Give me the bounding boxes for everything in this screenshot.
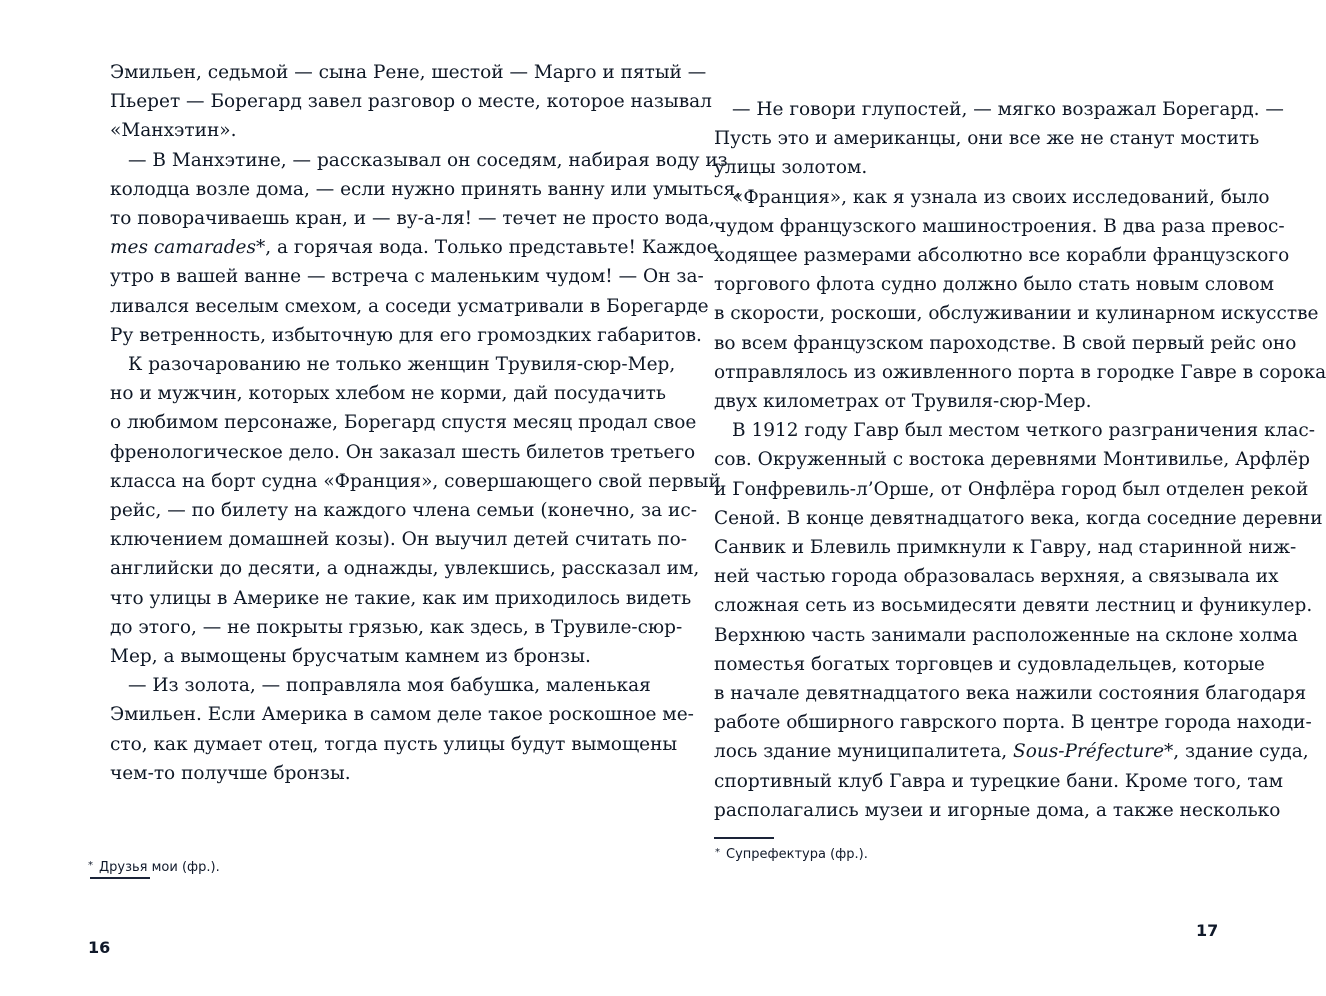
text-line: Пусть это и американцы, они все же не станут мостить — [714, 128, 1260, 150]
footnote-mark: * — [715, 847, 720, 858]
text-line: и Гонфревиль-л’Орше, от Онфлёра город был отделен рекой — [714, 478, 1309, 500]
text-line: спортивный клуб Гавра и турецкие бани. Кроме того, там — [714, 770, 1284, 792]
text-line: «Франция», как я узнала из своих исследований, было — [732, 186, 1270, 208]
footnote-text: Супрефектура (фр.). — [726, 847, 868, 862]
text-line: «Манхэтин». — [110, 120, 237, 142]
italic-foreign-term: Sous-Préfecture* — [1013, 741, 1174, 763]
text-line: колодца возле дома, — если нужно принять ванну или умыться, — [110, 178, 742, 200]
text-line: Пьерет — Борегард завел разговор о месте, которое называл — [110, 91, 712, 113]
text-line: Санвик и Блевиль примкнули к Гавру, над старинной ниж- — [714, 537, 1297, 559]
text-line: то поворачиваешь кран, и — ву-а-ля! — течет не просто вода, — [110, 208, 715, 230]
text-line: — Из золота, — поправляла моя бабушка, маленькая — [128, 675, 651, 697]
text-line: о любимом персонаже, Борегард спустя месяц продал свое — [110, 412, 697, 434]
text-line: ней частью города образовалась верхняя, а связывала их — [714, 566, 1279, 588]
text-line: во всем французском пароходстве. В свой первый рейс оно — [714, 332, 1297, 354]
text-line: что улицы в Америке не такие, как им приходилось видеть — [110, 587, 692, 609]
text-line: — В Манхэтине, — рассказывал он соседям, набирая воду из — [128, 149, 728, 171]
text-line: чудом французского машиностроения. В два раза превос- — [714, 215, 1285, 237]
footnote-rule — [714, 837, 774, 839]
text-line: ходящее размерами абсолютно все корабли французского — [714, 245, 1290, 267]
text-segment: , а горячая вода. Только представьте! Каждое — [265, 237, 718, 259]
footnote-text: Друзья мои (фр.). — [99, 860, 220, 875]
text-line: чем-то получше бронзы. — [110, 762, 351, 784]
text-line: ливался веселым смехом, а соседи усматривали в Борегарде — [110, 295, 709, 317]
page-number: 16 — [88, 938, 111, 957]
text-line: но и мужчин, которых хлебом не корми, дай посудачить — [110, 383, 666, 405]
text-segment: лось здание муниципалитета, — [714, 741, 1014, 763]
text-line — [110, 233, 718, 262]
text-line: до этого, — не покрыты грязью, как здесь, в Трувиле-сюр- — [110, 616, 683, 638]
right-page — [629, 0, 1326, 996]
text-line: Эмильен, седьмой — сына Рене, шестой — Марго и пятый — — [110, 62, 707, 83]
text-line: поместья богатых торговцев и судовладельцев, которые — [714, 653, 1265, 675]
text-line: двух километрах от Трувиля-сюр-Мер. — [714, 391, 1092, 413]
text-segment: , здание суда, — [1173, 741, 1309, 763]
text-line: Верхнюю часть занимали расположенные на склоне холма — [714, 624, 1298, 646]
footnote-mark: * — [88, 860, 93, 871]
text-line: В 1912 году Гавр был местом четкого разграничения клас- — [732, 420, 1316, 442]
text-line — [714, 737, 1309, 766]
text-line: Ру ветренность, избыточную для его громоздких габаритов. — [110, 324, 702, 346]
text-line: класса на борт судна «Франция», совершающего свой первый — [110, 470, 721, 492]
text-line: сложная сеть из восьмидесяти девяти лестниц и фуникулер. — [714, 595, 1313, 617]
text-line: располагались музеи и игорные дома, а также несколько — [714, 799, 1281, 821]
text-line: английски до десяти, а однажды, увлекшись, рассказал им, — [110, 558, 700, 580]
text-line: френологическое дело. Он заказал шесть билетов третьего — [110, 441, 696, 463]
text-line: торгового флота судно должно было стать новым словом — [714, 274, 1274, 296]
text-line: Эмильен. Если Америка в самом деле такое роскошное ме- — [110, 704, 694, 726]
text-line: ключением домашней козы). Он выучил детей считать по- — [110, 529, 688, 551]
text-line: в начале девятнадцатого века нажили состояния благодаря — [714, 683, 1307, 705]
text-line: Мер, а вымощены брусчатым камнем из бронзы. — [110, 646, 591, 668]
left-page-text — [110, 58, 742, 788]
right-page-text — [714, 95, 1326, 825]
italic-foreign-term: mes camarades* — [110, 237, 266, 259]
text-line: улицы золотом. — [714, 157, 868, 179]
footnote-rule — [90, 877, 150, 879]
text-line: — Не говори глупостей, — мягко возражал Борегард. — — [732, 99, 1284, 120]
footnote — [715, 847, 868, 862]
footnote — [88, 860, 220, 875]
text-line: К разочарованию не только женщин Трувиля-сюр-Мер, — [128, 354, 676, 376]
text-line: работе обширного гаврского порта. В центре города находи- — [714, 712, 1312, 734]
text-line: в скорости, роскоши, обслуживании и кулинарном искусстве — [714, 303, 1319, 325]
text-line: отправлялось из оживленного порта в городке Гавре в сорока — [714, 361, 1326, 383]
text-line: Сеной. В конце девятнадцатого века, когда соседние деревни — [714, 507, 1323, 529]
text-line: сто, как думает отец, тогда пусть улицы будут вымощены — [110, 733, 678, 755]
text-line: рейс, — по билету на каждого члена семьи (конечно, за ис- — [110, 500, 697, 522]
text-line: утро в вашей ванне — встреча с маленьким чудом! — Он за- — [110, 266, 704, 288]
text-line: сов. Окруженный с востока деревнями Монтивилье, Арфлёр — [714, 449, 1310, 471]
page-number: 17 — [1196, 921, 1219, 940]
